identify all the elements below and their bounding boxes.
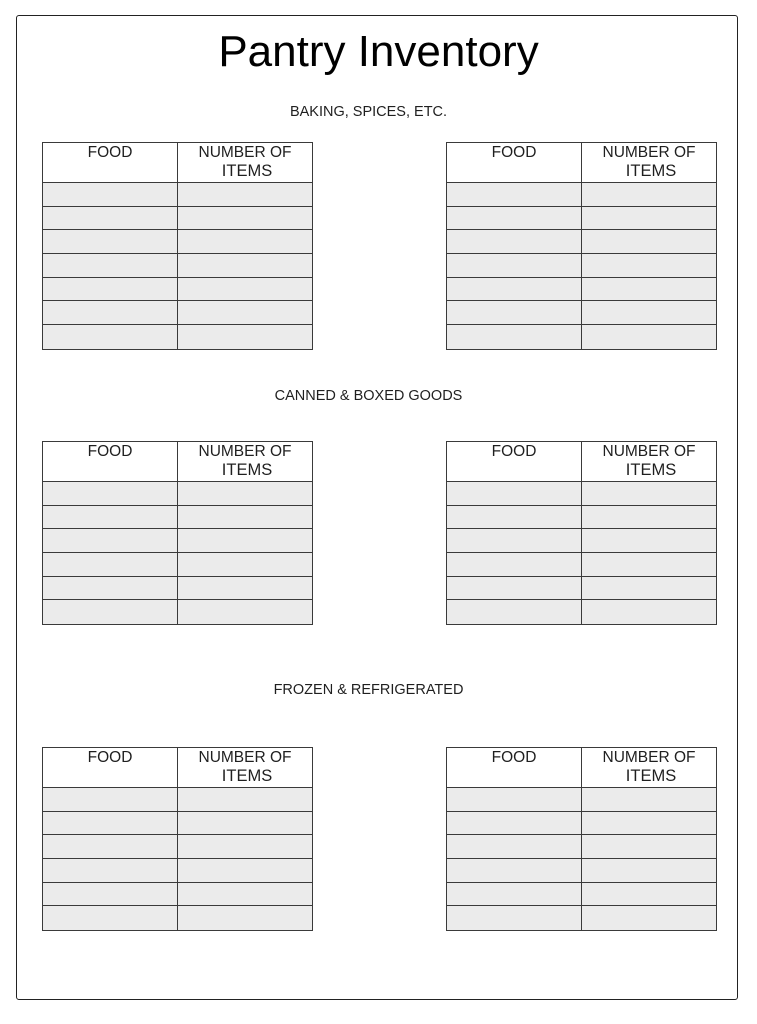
page-title: Pantry Inventory [218,27,539,76]
food-entry-cell[interactable] [43,325,178,349]
food-entry-cell[interactable] [447,577,582,600]
inventory-table-frozen-left [42,747,313,931]
food-entry-cell[interactable] [447,183,582,206]
item-count-cell[interactable] [582,506,716,529]
table-row [43,812,312,836]
food-entry-cell[interactable] [43,553,178,576]
food-entry-cell[interactable] [43,529,178,552]
food-entry-cell[interactable] [43,883,178,906]
number-of-items-header-line2: ITEMS [625,461,677,479]
table-row [43,301,312,325]
food-entry-cell[interactable] [43,278,178,301]
number-of-items-header-line2: ITEMS [221,767,273,785]
table-row [43,325,312,349]
item-count-cell[interactable] [582,600,716,624]
food-column-header: FOOD [447,143,582,182]
food-entry-cell[interactable] [447,553,582,576]
item-count-cell[interactable] [178,301,312,324]
number-of-items-header-line1: NUMBER OF [198,144,292,161]
item-count-cell[interactable] [178,207,312,230]
number-of-items-column-header [582,748,716,787]
number-of-items-column-header [582,442,716,481]
item-count-cell[interactable] [178,482,312,505]
food-column-header: FOOD [43,442,178,481]
item-count-cell[interactable] [178,506,312,529]
item-count-cell[interactable] [178,812,312,835]
table-row [43,529,312,553]
inventory-table-baking-left [42,142,313,350]
table-row [43,859,312,883]
food-column-header: FOOD [447,748,582,787]
food-entry-cell[interactable] [43,254,178,277]
number-of-items-column-header [178,143,312,182]
table-row [43,482,312,506]
food-entry-cell[interactable] [43,788,178,811]
table-row [447,577,716,601]
table-row [43,506,312,530]
food-entry-cell[interactable] [43,906,178,930]
table-row [447,906,716,930]
table-row [447,835,716,859]
item-count-cell[interactable] [178,325,312,349]
item-count-cell[interactable] [582,482,716,505]
table-row [447,812,716,836]
number-of-items-header-line2: ITEMS [625,767,677,785]
item-count-cell[interactable] [582,835,716,858]
section-heading-frozen: FROZEN & REFRIGERATED [273,682,464,698]
food-entry-cell[interactable] [43,859,178,882]
food-entry-cell[interactable] [43,812,178,835]
food-entry-cell[interactable] [43,301,178,324]
item-count-cell[interactable] [178,835,312,858]
food-column-header: FOOD [43,748,178,787]
table-row [43,883,312,907]
table-header [447,442,716,482]
table-header [447,143,716,183]
table-row [447,230,716,254]
item-count-cell[interactable] [582,207,716,230]
item-count-cell[interactable] [178,577,312,600]
table-row [43,788,312,812]
table-row [43,553,312,577]
number-of-items-header-line1: NUMBER OF [602,443,696,460]
table-row [447,325,716,349]
food-entry-cell[interactable] [447,482,582,505]
number-of-items-header-line1: NUMBER OF [198,443,292,460]
item-count-cell[interactable] [582,254,716,277]
table-row [447,254,716,278]
table-row [43,183,312,207]
table-row [447,207,716,231]
number-of-items-header-line2: ITEMS [625,162,677,180]
table-row [43,600,312,624]
item-count-cell[interactable] [178,230,312,253]
item-count-cell[interactable] [582,529,716,552]
section-heading-baking: BAKING, SPICES, ETC. [289,104,448,120]
item-count-cell[interactable] [178,529,312,552]
food-entry-cell[interactable] [447,278,582,301]
food-column-header: FOOD [447,442,582,481]
table-row [447,183,716,207]
food-entry-cell[interactable] [447,301,582,324]
food-entry-cell[interactable] [447,883,582,906]
food-entry-cell[interactable] [43,600,178,624]
item-count-cell[interactable] [178,278,312,301]
number-of-items-header-line2: ITEMS [221,162,273,180]
food-entry-cell[interactable] [447,207,582,230]
item-count-cell[interactable] [582,553,716,576]
food-column-header: FOOD [43,143,178,182]
number-of-items-header-line1: NUMBER OF [602,144,696,161]
item-count-cell[interactable] [178,788,312,811]
food-entry-cell[interactable] [447,600,582,624]
food-entry-cell[interactable] [43,482,178,505]
food-entry-cell[interactable] [447,788,582,811]
inventory-table-canned-left [42,441,313,625]
food-entry-cell[interactable] [43,835,178,858]
table-row [43,577,312,601]
number-of-items-column-header [178,442,312,481]
food-entry-cell[interactable] [447,529,582,552]
food-entry-cell[interactable] [447,230,582,253]
table-header [43,143,312,183]
table-row [447,482,716,506]
food-entry-cell[interactable] [43,230,178,253]
table-row [447,600,716,624]
table-row [447,859,716,883]
item-count-cell[interactable] [582,301,716,324]
number-of-items-column-header [178,748,312,787]
item-count-cell[interactable] [582,278,716,301]
item-count-cell[interactable] [178,600,312,624]
food-entry-cell[interactable] [447,835,582,858]
food-entry-cell[interactable] [43,207,178,230]
item-count-cell[interactable] [178,859,312,882]
item-count-cell[interactable] [178,906,312,930]
item-count-cell[interactable] [582,906,716,930]
inventory-table-frozen-right [446,747,717,931]
item-count-cell[interactable] [178,183,312,206]
number-of-items-header-line1: NUMBER OF [602,749,696,766]
section-heading-canned: CANNED & BOXED GOODS [274,388,463,404]
table-header [43,442,312,482]
item-count-cell[interactable] [178,553,312,576]
food-entry-cell[interactable] [43,183,178,206]
table-row [43,906,312,930]
table-row [43,207,312,231]
food-entry-cell[interactable] [447,859,582,882]
table-row [447,788,716,812]
number-of-items-column-header [582,143,716,182]
number-of-items-header-line2: ITEMS [221,461,273,479]
food-entry-cell[interactable] [447,254,582,277]
table-row [447,278,716,302]
item-count-cell[interactable] [582,577,716,600]
table-row [447,553,716,577]
item-count-cell[interactable] [582,230,716,253]
table-row [447,301,716,325]
table-row [43,278,312,302]
table-header [43,748,312,788]
number-of-items-header-line1: NUMBER OF [198,749,292,766]
food-entry-cell[interactable] [447,506,582,529]
item-count-cell[interactable] [582,859,716,882]
item-count-cell[interactable] [582,325,716,349]
table-row [43,835,312,859]
item-count-cell[interactable] [582,788,716,811]
item-count-cell[interactable] [582,883,716,906]
table-row [43,254,312,278]
table-row [43,230,312,254]
food-entry-cell[interactable] [447,325,582,349]
table-row [447,883,716,907]
item-count-cell[interactable] [178,254,312,277]
food-entry-cell[interactable] [43,577,178,600]
table-header [447,748,716,788]
table-row [447,529,716,553]
food-entry-cell[interactable] [447,906,582,930]
inventory-table-baking-right [446,142,717,350]
food-entry-cell[interactable] [447,812,582,835]
inventory-table-canned-right [446,441,717,625]
item-count-cell[interactable] [582,183,716,206]
food-entry-cell[interactable] [43,506,178,529]
table-row [447,506,716,530]
item-count-cell[interactable] [178,883,312,906]
item-count-cell[interactable] [582,812,716,835]
